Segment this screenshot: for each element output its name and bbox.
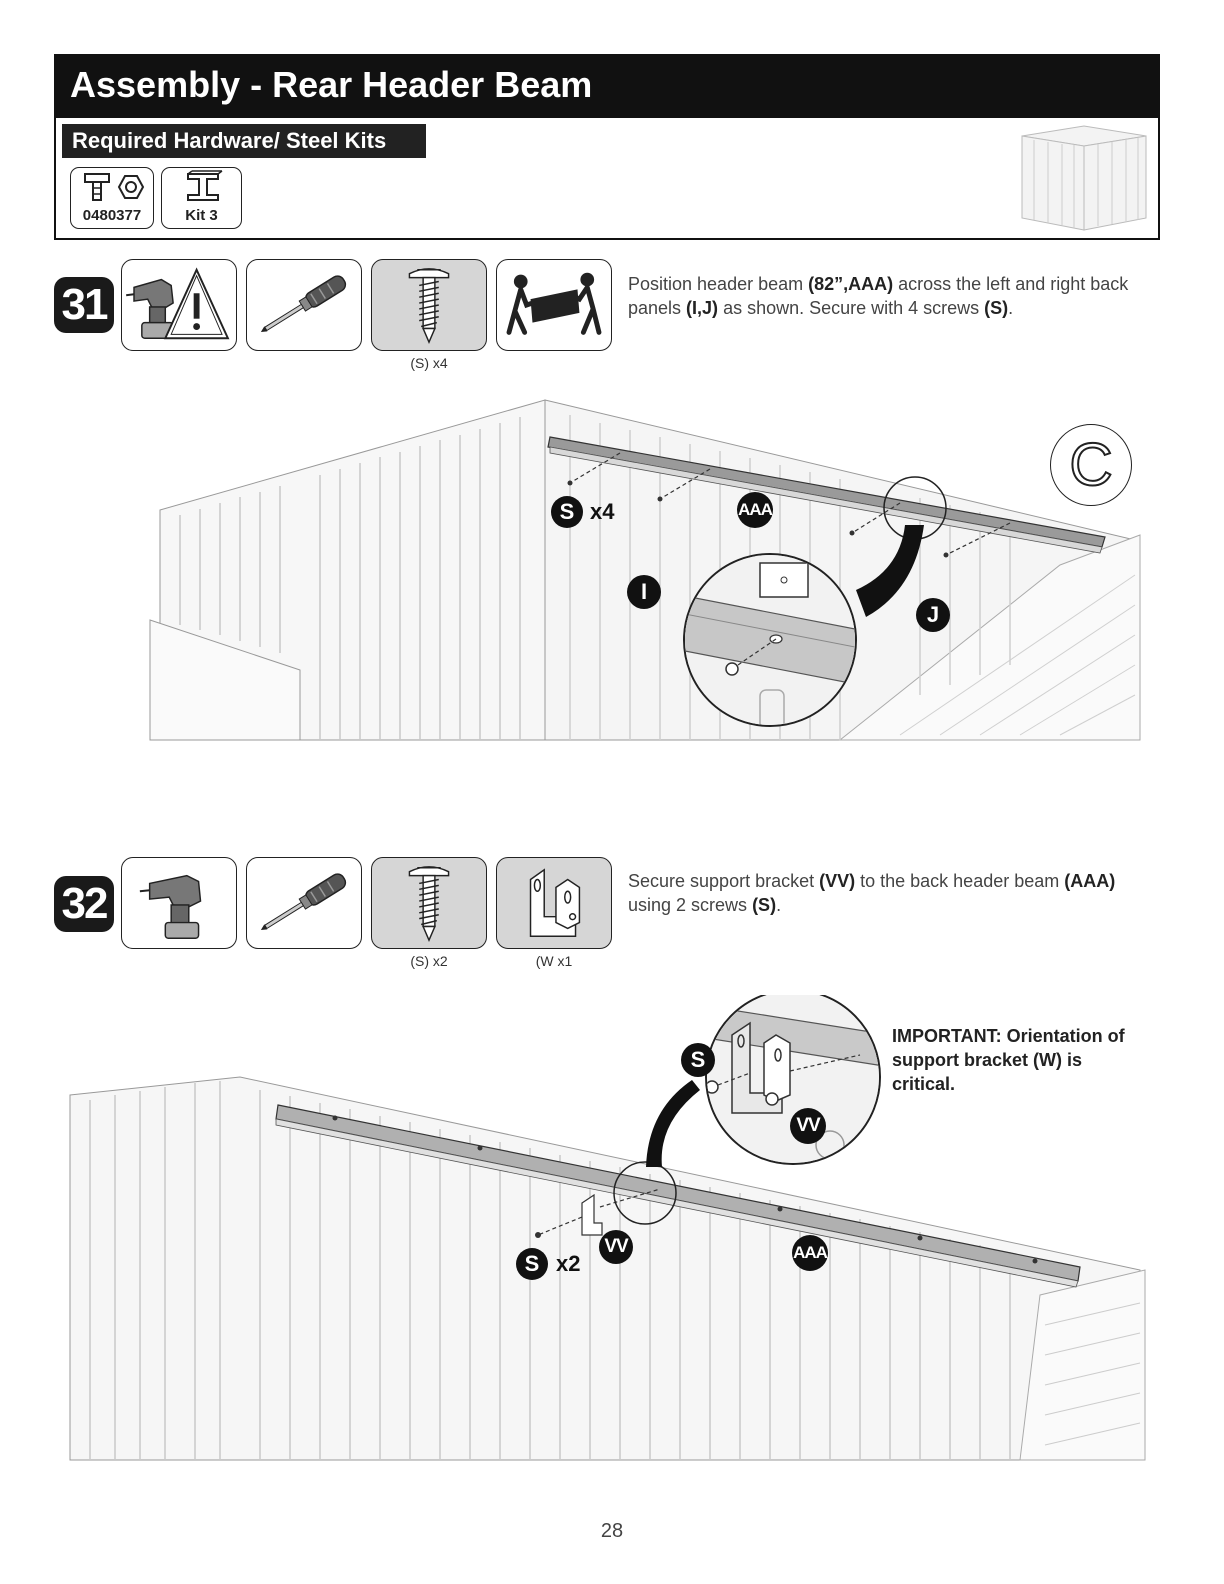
callout-screw-qty2: x2 xyxy=(556,1251,581,1276)
step-32-badge: 32 xyxy=(54,876,114,932)
step32-tool-bracket xyxy=(496,857,612,949)
step31-illustration xyxy=(140,395,1160,745)
subtitle: Required Hardware/ Steel Kits xyxy=(72,128,387,153)
step32-tool-screwdriver xyxy=(246,857,362,949)
drill-caution-icon xyxy=(122,260,236,350)
page-number: 28 xyxy=(600,1520,624,1542)
callout-bracket-vv: VV xyxy=(599,1230,633,1264)
drill-icon xyxy=(122,858,236,948)
step32-instruction-text-2: to the back header beam xyxy=(855,871,1065,891)
step31-instruction-text-1: Position header beam xyxy=(628,274,809,294)
step31-tool-screwdriver xyxy=(246,259,362,351)
step31-instruction-text-3: as shown. Secure with 4 screws xyxy=(718,298,985,318)
step32-screw-qty: (S) x2 xyxy=(410,953,448,969)
step31-screw-qty: (S) x4 xyxy=(410,355,448,371)
step32-bracket-ref: (VV) xyxy=(819,871,856,891)
important-note: IMPORTANT: Orientation of support bracket (W) is critical. xyxy=(892,1026,1125,1094)
step32-beam-ref: (AAA) xyxy=(1064,871,1116,891)
step31-instruction-text-4: . xyxy=(1008,298,1014,318)
callout-zoom-bracket-vv: VV xyxy=(790,1108,826,1144)
shed-thumbnail xyxy=(1014,122,1154,234)
step31-tool-drill xyxy=(121,259,237,351)
step32-tool-drill xyxy=(121,857,237,949)
step31-instruction-text-2: across the left and right back panels xyxy=(628,274,1129,318)
hardware-kit-card xyxy=(70,167,154,229)
callout-panel-i: I xyxy=(627,575,661,609)
page-title: Assembly - Rear Header Beam xyxy=(70,64,593,105)
screwdriver-icon xyxy=(247,260,361,350)
step31-screw-ref: (S) xyxy=(984,298,1009,318)
callout-screw-s2: S xyxy=(516,1248,548,1280)
step32-instruction xyxy=(628,869,1158,917)
step31-beam-ref: (82”,AAA) xyxy=(808,274,894,294)
callout-beam-aaa2: AAA xyxy=(792,1235,828,1271)
step31-panel-ref: (I,J) xyxy=(686,298,719,318)
step32-instruction-text-1: Secure support bracket xyxy=(628,871,820,891)
step31-instruction xyxy=(628,272,1148,320)
steel-kit-card xyxy=(161,167,242,229)
callout-screw-qty: x4 xyxy=(590,499,615,524)
step32-tool-screw xyxy=(371,857,487,949)
step-31-badge: 31 xyxy=(54,277,114,333)
hardware-kit-label: 0480377 xyxy=(82,207,142,224)
screw-icon xyxy=(372,858,486,948)
steel-kit-label: Kit 3 xyxy=(185,207,218,224)
callout-beam-aaa: AAA xyxy=(737,492,773,528)
screwdriver-icon xyxy=(247,858,361,948)
callout-panel-j: J xyxy=(916,598,950,632)
two-person-lift-icon xyxy=(497,260,611,350)
step32-screw-ref: (S) xyxy=(752,895,777,915)
callout-screw-s: S xyxy=(551,496,583,528)
step32-instruction-text-4: . xyxy=(776,895,782,915)
steel-beam-icon xyxy=(162,168,243,208)
view-indicator-c: C xyxy=(1050,424,1132,506)
screw-nut-icon xyxy=(71,168,155,208)
step32-bracket-qty: (W x1 xyxy=(535,953,573,969)
screw-icon xyxy=(372,260,486,350)
callout-zoom-screw-s: S xyxy=(681,1043,715,1077)
step31-tool-screw xyxy=(371,259,487,351)
step31-tool-two-person xyxy=(496,259,612,351)
step32-instruction-text-3: using 2 screws xyxy=(628,895,753,915)
bracket-icon xyxy=(497,858,611,948)
